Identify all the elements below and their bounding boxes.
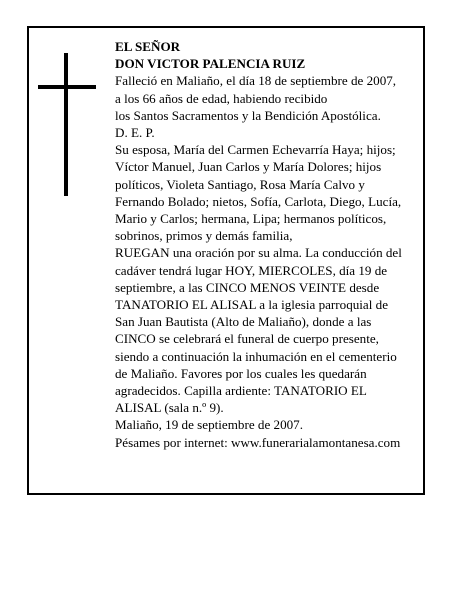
body-line: D. E. P.: [115, 125, 155, 141]
body-line: Maliaño, 19 de septiembre de 2007.: [115, 417, 303, 433]
body-line: Fernando Bolado; nietos, Sofía, Carlota, Diego, Lucía,: [115, 193, 402, 209]
body-line: TANATORIO EL ALISAL a la iglesia parroquial de: [115, 297, 389, 313]
body-line: los Santos Sacramentos y la Bendición Apostólica.: [115, 107, 381, 123]
title-line-1: EL SEÑOR: [115, 39, 181, 54]
body-line: de Maliaño. Favores por los cuales les quedarán: [115, 365, 367, 381]
body-line: RUEGAN una oración por su alma. La conducción del: [115, 245, 402, 261]
body-line: políticos, Violeta Santiago, Rosa María Calvo y: [115, 176, 365, 192]
body-line: ALISAL (sala n.º 9).: [115, 400, 224, 416]
body-line: Su esposa, María del Carmen Echevarría Haya; hijos;: [115, 142, 396, 158]
obituary-text: [115, 38, 415, 451]
body-line: a los 66 años de edad, habiendo recibido: [115, 90, 328, 106]
body-line: agradecidos. Capilla ardiente: TANATORIO EL: [115, 383, 367, 399]
deceased-name: DON VICTOR PALENCIA RUIZ: [115, 56, 306, 72]
body-line: CINCO se celebrará el funeral de cuerpo presente,: [115, 331, 379, 347]
body-line: septiembre, a las CINCO MENOS VEINTE desde: [115, 279, 380, 295]
body-line: Mario y Carlos; hermana, Lipa; hermanos políticos,: [115, 211, 387, 227]
cross-horizontal-bar: [38, 85, 96, 89]
body-line: Pésames por internet: www.funerarialamontanesa.com: [115, 434, 401, 450]
body-line: sobrinos, primos y demás familia,: [115, 228, 293, 244]
body-line: Víctor Manuel, Juan Carlos y María Dolores; hijos: [115, 159, 382, 175]
body-line: Falleció en Maliaño, el día 18 de septiembre de 2007,: [115, 73, 397, 89]
body-line: siendo a continuación la inhumación en el cementerio: [115, 348, 397, 364]
body-line: San Juan Bautista (Alto de Maliaño), donde a las: [115, 314, 372, 330]
body-line: cadáver tendrá lugar HOY, MIERCOLES, día 19 de: [115, 262, 388, 278]
cross-vertical-bar: [64, 53, 68, 196]
